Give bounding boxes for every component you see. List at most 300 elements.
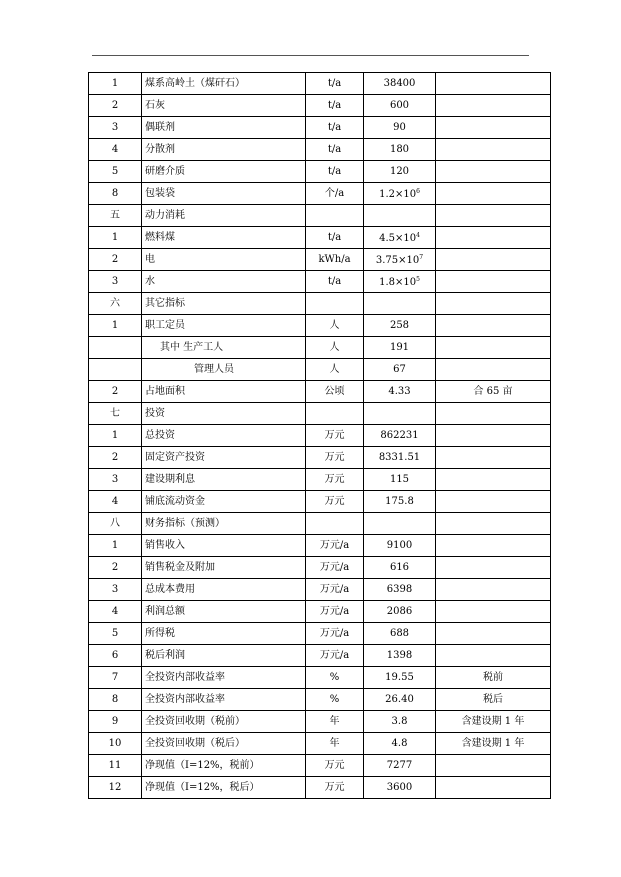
unit-cell-text: kWh/a xyxy=(318,253,351,265)
unit-cell-text: 万元 xyxy=(324,451,345,463)
item-name xyxy=(142,359,306,381)
table-row xyxy=(89,183,551,205)
item-name-text: 铺底流动资金 xyxy=(145,495,205,507)
row-number xyxy=(89,381,142,403)
exponent: 5 xyxy=(416,276,420,283)
value-cell xyxy=(364,161,436,183)
row-number-text: 6 xyxy=(111,649,119,661)
value-cell xyxy=(364,359,436,381)
value-cell xyxy=(364,139,436,161)
unit-cell-text: t/a xyxy=(327,143,342,155)
value-cell xyxy=(364,293,436,315)
value-cell-text: 175.8 xyxy=(385,495,414,507)
row-number xyxy=(89,117,142,139)
unit-cell-text: 万元 xyxy=(324,429,345,441)
value-cell-text: 600 xyxy=(389,99,410,111)
item-name xyxy=(142,315,306,337)
value-cell-text: 9100 xyxy=(386,539,413,551)
value-cell xyxy=(364,205,436,227)
table-row xyxy=(89,249,551,271)
row-number xyxy=(89,95,142,117)
value-cell xyxy=(364,95,436,117)
item-name-text: 销售收入 xyxy=(145,539,185,551)
value-cell-text: 2086 xyxy=(386,605,413,617)
unit-cell xyxy=(306,315,364,337)
row-number xyxy=(89,447,142,469)
item-name-text: 燃料煤 xyxy=(145,231,175,243)
item-name xyxy=(142,73,306,95)
unit-cell xyxy=(306,73,364,95)
note-cell xyxy=(436,601,551,623)
unit-cell-text: 万元 xyxy=(324,781,345,793)
row-number xyxy=(89,139,142,161)
row-number-text: 5 xyxy=(111,165,119,177)
item-name xyxy=(142,403,306,425)
value-cell-text: 4.8 xyxy=(391,737,408,749)
row-number-text: 七 xyxy=(110,407,120,419)
value-cell xyxy=(364,689,436,711)
unit-cell xyxy=(306,623,364,645)
unit-cell-text: 年 xyxy=(329,715,340,727)
item-name xyxy=(142,337,306,359)
note-cell xyxy=(436,315,551,337)
note-cell xyxy=(436,755,551,777)
unit-cell-text: t/a xyxy=(327,165,342,177)
note-cell-text: 含建设期 1 年 xyxy=(461,737,525,749)
item-name xyxy=(142,293,306,315)
row-number xyxy=(89,337,142,359)
unit-cell-text: 万元/a xyxy=(319,649,350,661)
item-name-text: 管理人员 xyxy=(194,363,234,375)
item-name-text: 财务指标（预测） xyxy=(145,517,225,529)
item-name-text: 研磨介质 xyxy=(145,165,185,177)
note-cell xyxy=(436,205,551,227)
unit-cell xyxy=(306,579,364,601)
table-row xyxy=(89,117,551,139)
item-name xyxy=(142,183,306,205)
value-cell-text: 3600 xyxy=(386,781,413,793)
note-cell xyxy=(436,337,551,359)
row-number-text: 8 xyxy=(111,187,119,199)
row-number xyxy=(89,491,142,513)
unit-cell xyxy=(306,447,364,469)
row-number xyxy=(89,293,142,315)
item-name xyxy=(142,95,306,117)
row-number xyxy=(89,601,142,623)
item-name xyxy=(142,425,306,447)
item-name xyxy=(142,645,306,667)
unit-cell xyxy=(306,95,364,117)
item-name-text: 分散剂 xyxy=(145,143,175,155)
note-cell xyxy=(436,579,551,601)
row-number-text: 3 xyxy=(111,473,119,485)
row-number-text: 4 xyxy=(111,143,119,155)
value-cell xyxy=(364,337,436,359)
row-number-text: 2 xyxy=(111,385,119,397)
note-cell xyxy=(436,623,551,645)
unit-cell xyxy=(306,227,364,249)
item-name-text: 全投资内部收益率 xyxy=(145,693,225,705)
row-number-text: 10 xyxy=(108,737,122,749)
item-name xyxy=(142,249,306,271)
item-name xyxy=(142,755,306,777)
item-name xyxy=(142,535,306,557)
item-name xyxy=(142,733,306,755)
item-name xyxy=(142,117,306,139)
table-row xyxy=(89,337,551,359)
row-number xyxy=(89,249,142,271)
value-cell xyxy=(364,601,436,623)
item-name-text: 净现值（I=12%，税后） xyxy=(145,781,260,793)
table-row xyxy=(89,579,551,601)
row-number-text: 1 xyxy=(111,231,119,243)
value-cell-text: 19.55 xyxy=(385,671,414,683)
item-name-text: 占地面积 xyxy=(145,385,185,397)
row-number-text: 4 xyxy=(111,605,119,617)
unit-cell-text: t/a xyxy=(327,275,342,287)
row-number xyxy=(89,755,142,777)
value-cell-text: 3.8 xyxy=(391,715,408,727)
item-name-text: 税后利润 xyxy=(145,649,185,661)
row-number-text: 7 xyxy=(111,671,119,683)
table-row xyxy=(89,689,551,711)
item-name xyxy=(142,469,306,491)
row-number-text: 1 xyxy=(111,319,119,331)
note-cell xyxy=(436,117,551,139)
note-cell xyxy=(436,359,551,381)
item-name-text: 总成本费用 xyxy=(145,583,195,595)
value-cell-text: 1.2×10 xyxy=(379,189,417,200)
row-number xyxy=(89,667,142,689)
value-cell-text: 4.33 xyxy=(388,385,411,397)
item-name xyxy=(142,579,306,601)
row-number-text: 2 xyxy=(111,561,119,573)
table-row xyxy=(89,403,551,425)
table-row xyxy=(89,777,551,799)
value-cell xyxy=(364,777,436,799)
header-rule xyxy=(92,55,529,56)
value-cell xyxy=(364,447,436,469)
note-cell xyxy=(436,733,551,755)
row-number xyxy=(89,183,142,205)
table-row xyxy=(89,711,551,733)
unit-cell-text: 人 xyxy=(329,363,340,375)
item-name-text: 电 xyxy=(145,253,155,265)
item-name-text: 其它指标 xyxy=(145,297,185,309)
unit-cell xyxy=(306,425,364,447)
item-name-text: 所得税 xyxy=(145,627,175,639)
row-number xyxy=(89,227,142,249)
unit-cell xyxy=(306,535,364,557)
row-number xyxy=(89,623,142,645)
value-cell-text: 3.75×10 xyxy=(375,255,420,266)
item-name-text: 销售税金及附加 xyxy=(145,561,215,573)
row-number xyxy=(89,315,142,337)
item-name-text: 石灰 xyxy=(145,99,165,111)
table-row xyxy=(89,381,551,403)
unit-cell-text: 人 xyxy=(329,319,340,331)
row-number-text: 3 xyxy=(111,275,119,287)
row-number-text: 2 xyxy=(111,99,119,111)
row-number xyxy=(89,73,142,95)
unit-cell-text: 万元/a xyxy=(319,627,350,639)
item-name-text: 全投资内部收益率 xyxy=(145,671,225,683)
table-row xyxy=(89,601,551,623)
value-cell xyxy=(364,557,436,579)
row-number-text: 2 xyxy=(111,451,119,463)
note-cell-text: 含建设期 1 年 xyxy=(461,715,525,727)
note-cell xyxy=(436,249,551,271)
note-cell-text: 税后 xyxy=(483,693,503,705)
unit-cell-text: 万元 xyxy=(324,495,345,507)
row-number xyxy=(89,535,142,557)
value-cell xyxy=(364,755,436,777)
value-cell-text: 191 xyxy=(389,341,410,353)
unit-cell-text: t/a xyxy=(327,77,342,89)
unit-cell xyxy=(306,139,364,161)
unit-cell xyxy=(306,469,364,491)
unit-cell-text: % xyxy=(329,671,340,683)
value-cell xyxy=(364,117,436,139)
table-row xyxy=(89,95,551,117)
note-cell xyxy=(436,381,551,403)
value-cell-text: 616 xyxy=(389,561,410,573)
item-name-text: 包装袋 xyxy=(145,187,175,199)
unit-cell xyxy=(306,601,364,623)
table-row xyxy=(89,557,551,579)
value-cell-text: 38400 xyxy=(383,77,416,89)
value-cell xyxy=(364,403,436,425)
item-name xyxy=(142,205,306,227)
unit-cell-text: 万元/a xyxy=(319,583,350,595)
item-name-text: 利润总额 xyxy=(145,605,185,617)
table-row xyxy=(89,271,551,293)
unit-cell xyxy=(306,183,364,205)
item-name-text: 职工定员 xyxy=(145,319,185,331)
unit-cell-text: 年 xyxy=(329,737,340,749)
value-cell-text: 688 xyxy=(389,627,410,639)
table-row xyxy=(89,359,551,381)
value-cell-text: 6398 xyxy=(386,583,413,595)
unit-cell xyxy=(306,667,364,689)
value-cell xyxy=(364,315,436,337)
item-name xyxy=(142,227,306,249)
item-name xyxy=(142,557,306,579)
note-cell xyxy=(436,293,551,315)
unit-cell xyxy=(306,205,364,227)
note-cell xyxy=(436,425,551,447)
note-cell-text: 税前 xyxy=(483,671,503,683)
table-row xyxy=(89,139,551,161)
row-number xyxy=(89,777,142,799)
unit-cell xyxy=(306,689,364,711)
row-number xyxy=(89,359,142,381)
row-number-text: 五 xyxy=(110,209,120,221)
row-number-text: 2 xyxy=(111,253,119,265)
item-name xyxy=(142,513,306,535)
item-name-text: 总投资 xyxy=(145,429,175,441)
table-row xyxy=(89,513,551,535)
row-number-text: 八 xyxy=(110,517,120,529)
table-row xyxy=(89,447,551,469)
unit-cell-text: t/a xyxy=(327,231,342,243)
item-name xyxy=(142,139,306,161)
row-number xyxy=(89,689,142,711)
value-cell-text: 862231 xyxy=(380,429,419,441)
unit-cell-text: 个/a xyxy=(324,187,345,199)
value-cell-text: 4.5×10 xyxy=(379,233,417,244)
row-number xyxy=(89,161,142,183)
item-name xyxy=(142,271,306,293)
note-cell xyxy=(436,689,551,711)
row-number-text: 六 xyxy=(110,297,120,309)
value-cell xyxy=(364,183,436,205)
unit-cell xyxy=(306,403,364,425)
indicator-table xyxy=(88,72,551,799)
item-name-text: 固定资产投资 xyxy=(145,451,205,463)
value-cell xyxy=(364,381,436,403)
row-number-text: 1 xyxy=(111,539,119,551)
table-row xyxy=(89,645,551,667)
note-cell xyxy=(436,513,551,535)
table-row xyxy=(89,315,551,337)
note-cell xyxy=(436,711,551,733)
value-cell xyxy=(364,711,436,733)
unit-cell xyxy=(306,513,364,535)
row-number xyxy=(89,469,142,491)
row-number xyxy=(89,579,142,601)
value-cell-text: 180 xyxy=(389,143,410,155)
note-cell xyxy=(436,469,551,491)
item-name xyxy=(142,491,306,513)
unit-cell xyxy=(306,249,364,271)
value-cell xyxy=(364,469,436,491)
exponent: 4 xyxy=(416,232,420,239)
unit-cell-text: 万元 xyxy=(324,473,345,485)
table-row xyxy=(89,293,551,315)
value-cell xyxy=(364,73,436,95)
unit-cell xyxy=(306,337,364,359)
note-cell xyxy=(436,667,551,689)
row-number-text: 1 xyxy=(111,77,119,89)
row-number xyxy=(89,711,142,733)
value-cell-text: 90 xyxy=(393,121,406,133)
row-number xyxy=(89,733,142,755)
row-number-text: 1 xyxy=(111,429,119,441)
value-cell xyxy=(364,491,436,513)
value-cell xyxy=(364,623,436,645)
table-row xyxy=(89,491,551,513)
item-name xyxy=(142,161,306,183)
table-row xyxy=(89,667,551,689)
unit-cell xyxy=(306,271,364,293)
item-name xyxy=(142,667,306,689)
note-cell xyxy=(436,403,551,425)
unit-cell-text: 万元 xyxy=(324,759,345,771)
item-name-text: 建设期利息 xyxy=(145,473,195,485)
value-cell xyxy=(364,535,436,557)
value-cell xyxy=(364,579,436,601)
value-cell-text: 258 xyxy=(389,319,410,331)
item-name-text: 净现值（I=12%，税前） xyxy=(145,759,260,771)
unit-cell-text: % xyxy=(329,693,340,705)
row-number-text: 3 xyxy=(111,121,119,133)
exponent: 6 xyxy=(416,188,420,195)
note-cell xyxy=(436,491,551,513)
note-cell xyxy=(436,447,551,469)
note-cell xyxy=(436,227,551,249)
row-number xyxy=(89,403,142,425)
item-name-text: 动力消耗 xyxy=(145,209,185,221)
unit-cell-text: t/a xyxy=(327,121,342,133)
item-name xyxy=(142,447,306,469)
value-cell xyxy=(364,271,436,293)
value-cell-text: 67 xyxy=(393,363,406,375)
table-row xyxy=(89,425,551,447)
unit-cell-text: 万元/a xyxy=(319,605,350,617)
row-number xyxy=(89,271,142,293)
table-row xyxy=(89,733,551,755)
table-row xyxy=(89,161,551,183)
row-number-text: 3 xyxy=(111,583,119,595)
note-cell-text: 合 65 亩 xyxy=(473,385,513,397)
unit-cell xyxy=(306,161,364,183)
row-number xyxy=(89,557,142,579)
note-cell xyxy=(436,777,551,799)
note-cell xyxy=(436,139,551,161)
item-name-text: 全投资回收期（税前） xyxy=(145,715,245,727)
row-number-text: 9 xyxy=(111,715,119,727)
row-number xyxy=(89,645,142,667)
value-cell xyxy=(364,645,436,667)
item-name-text: 投资 xyxy=(145,407,165,419)
row-number-text: 11 xyxy=(108,759,122,771)
unit-cell-text: 万元/a xyxy=(319,539,350,551)
table-row xyxy=(89,469,551,491)
unit-cell-text: 人 xyxy=(329,341,340,353)
unit-cell-text: 万元/a xyxy=(319,561,350,573)
unit-cell xyxy=(306,359,364,381)
value-cell-text: 1.8×10 xyxy=(379,277,417,288)
note-cell xyxy=(436,535,551,557)
table-row xyxy=(89,205,551,227)
item-name xyxy=(142,777,306,799)
item-name xyxy=(142,601,306,623)
value-cell-text: 8331.51 xyxy=(378,451,421,463)
table-row xyxy=(89,623,551,645)
value-cell-text: 1398 xyxy=(386,649,413,661)
row-number-text: 8 xyxy=(111,693,119,705)
value-cell xyxy=(364,425,436,447)
table-row xyxy=(89,755,551,777)
item-name-text: 其中 生产工人 xyxy=(160,341,224,353)
unit-cell-text: 公顷 xyxy=(324,385,345,397)
unit-cell xyxy=(306,645,364,667)
row-number-text: 4 xyxy=(111,495,119,507)
unit-cell-text: t/a xyxy=(327,99,342,111)
table-row xyxy=(89,73,551,95)
note-cell xyxy=(436,183,551,205)
value-cell xyxy=(364,733,436,755)
table-row xyxy=(89,535,551,557)
unit-cell xyxy=(306,733,364,755)
note-cell xyxy=(436,271,551,293)
unit-cell xyxy=(306,491,364,513)
unit-cell xyxy=(306,381,364,403)
item-name xyxy=(142,711,306,733)
row-number xyxy=(89,425,142,447)
note-cell xyxy=(436,73,551,95)
